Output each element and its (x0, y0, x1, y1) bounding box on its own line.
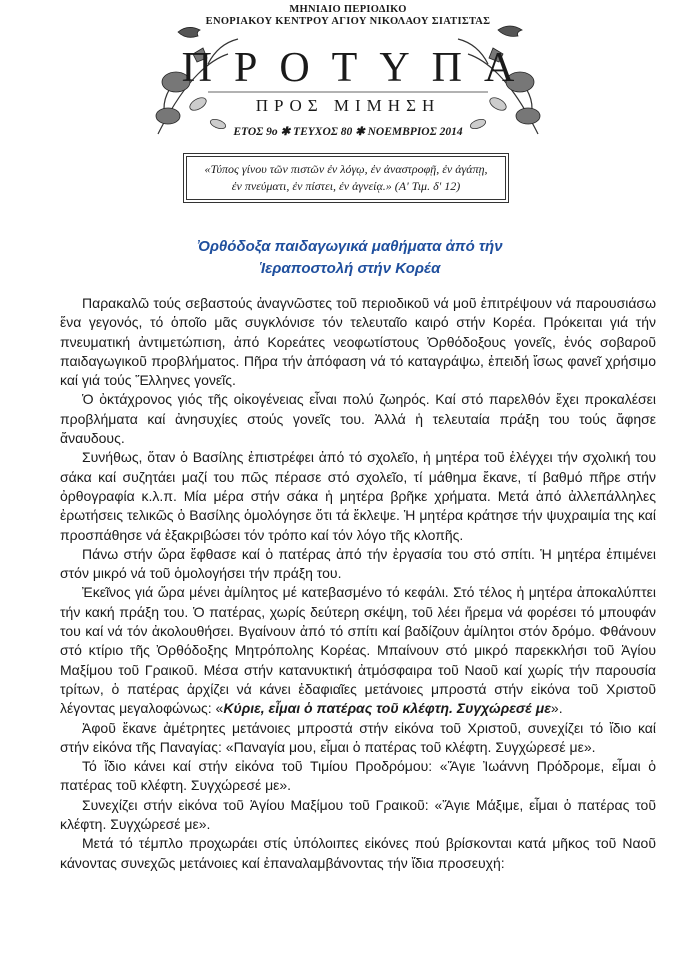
masthead (148, 0, 548, 150)
paragraph-1: Παρακαλῶ τούς σεβαστούς ἀναγνῶστες τοῦ περιοδικοῦ νά μοῦ ἐπιτρέψουν νά παρουσιάσω ἕνα γεγονός, τό ὁποῖο μᾶς συγκλόνισε τόν τελευταῖο καιρό στήν Κορέα. Πρόκειται γιά τήν πνευματική ἀντιμετώπιση, ἀπό Κορεάτες νεοφωτίστους Ὀρθόδοξους γονεῖς, ἑνός σοβαροῦ παιδαγωγικοῦ προβλήματος. Πῆρα τήν ἀπόφαση νά τό καταγράψω, ἐπειδή ἴσως φανεῖ χρήσιμο καί γιά τούς Ἕλληνες γονεῖς. (60, 295, 656, 389)
paragraph-5-end: ». (550, 700, 563, 717)
paragraph-7: Τό ἴδιο κάνει καί στήν εἰκόνα τοῦ Τιμίου Προδρόμου: «Ἅγιε Ἰωάννη Πρόδρομε, εἶμαι ὁ πατέρας τοῦ κλέφτη. Συγχώρεσέ με». (60, 758, 656, 794)
paragraph-9: Μετά τό τέμπλο προχωράει στίς ὑπόλοιπες εἰκόνες πού βρίσκονται κατά μῆκος τοῦ Ναοῦ κάνοντας συνεχῶς μετάνοιες καί ἐπαναλαμβάνοντας τήν ἴδια προσευχή: (60, 835, 656, 871)
epigraph-box (183, 153, 509, 203)
paragraph-5 (60, 583, 656, 718)
issue-info: ΕΤΟΣ 9ο ✱ ΤΕΥΧΟΣ 80 ✱ ΝΟΕΜΒΡΙΟΣ 2014 (233, 126, 463, 138)
article-title-line-1: Ὀρθόδοξα παιδαγωγικά μαθήματα ἀπό τήν (197, 238, 503, 255)
masthead-title: ΠΡΟΤΥΠΑ (181, 45, 537, 91)
paragraph-6: Ἀφοῦ ἔκανε ἀμέτρητες μετάνοιες μπροστά στήν εἰκόνα τοῦ Χριστοῦ, συνεχίζει τό ἴδιο καί στήν εἰκόνα τῆς Παναγίας: «Παναγία μου, εἶμαι ὁ πατέρας τοῦ κλέφτη. Συγχώρεσέ με». (60, 719, 656, 755)
paragraph-3: Συνήθως, ὅταν ὁ Βασίλης ἐπιστρέφει ἀπό τό σχολεῖο, ἡ μητέρα τοῦ ἐλέγχει τήν σχολική του σάκα καί συζητάει μαζί του πῶς πέρασε στό σχολεῖο, τί μάθημα ἔκανε, τί βαθμό πῆρε στήν ὀρθογραφία κ.λ.π. Μία μέρα στήν σάκα ἡ μητέρα βρῆκε χρήματα. Μετά ἀπό ἀλλεπάλληλες ἐρωτήσεις τελικῶς ὁ Βασίλης ὁμολόγησε ὅτι τά ἔκλεψε. Ἡ μητέρα κράτησε τήν ψυχραιμία της καί προσπάθησε νά ἐξακριβώσει τόν τρόπο καί τόν λόγο τῆς κλοπῆς. (60, 449, 656, 543)
epigraph-line-2: ἐν πνεύματι, ἐν πίστει, ἐν ἁγνείᾳ.» (Α' Τιμ. δ' 12) (231, 179, 461, 193)
paragraph-4: Πάνω στήν ὥρα ἔφθασε καί ὁ πατέρας ἀπό τήν ἐργασία του στό σπίτι. Ἡ μητέρα ἐπιμένει στόν μικρό νά τοῦ ὁμολογήσει τήν πράξη του. (60, 545, 656, 582)
article-body (60, 294, 656, 873)
article-title-line-2: Ἱεραποστολή στήν Κορέα (259, 260, 441, 277)
paragraph-2: Ὁ ὀκτάχρονος γιός τῆς οἰκογένειας εἶναι πολύ ζωηρός. Καί στό παρελθόν ἔχει προκαλέσει προβλήματα καί ἀνησυχίες στούς γονεῖς του. Ἀλλά ἡ τελευταία πράξη του τούς ἄφησε ἄναυδους. (60, 391, 656, 447)
paragraph-8: Συνεχίζει στήν εἰκόνα τοῦ Ἁγίου Μαξίμου τοῦ Γραικοῦ: «Ἅγιε Μάξιμε, εἶμαι ὁ πατέρας τοῦ κλέφτη. Συγχώρεσέ με». (60, 796, 656, 833)
masthead-publisher-label: ΕΝΟΡΙΑΚΟΥ ΚΕΝΤΡΟΥ ΑΓΙΟΥ ΝΙΚΟΛΑΟΥ ΣΙΑΤΙΣΤΑΣ (205, 16, 491, 27)
masthead-subtitle: ΠΡΟΣ ΜΙΜΗΣΗ (255, 96, 441, 115)
article-title (0, 236, 700, 280)
paragraph-5-text: Ἐκεῖνος γιά ὥρα μένει ἀμίλητος μέ κατεβασμένο τό κεφάλι. Στό τέλος ἡ μητέρα ἀποκαλύπτει τήν κακή πράξη του. Ὁ πατέρας, χωρίς δεύτερη σκέψη, τοῦ λέει ἤρεμα νά φορέσει τό μπουφάν του καί νά τόν ἀκολουθήσει. Βγαίνουν ἀπό τό σπίτι καί βαδίζουν ἀμίλητοι στόν δρόμο. Φθάνουν στό κτίριο τῆς Ὀρθόδοξης Μητρόπολης Κορέας. Μπαίνουν στό μικρό παρεκκλήσι τοῦ Ἁγίου Μαξίμου τοῦ Γραικοῦ. Μέσα στήν κατανυκτική ἀτμόσφαιρα τοῦ Ναοῦ καί χωρίς τήν παρουσία τρίτων, ὁ πατέρας ἀρχίζει νά κάνει ἐδαφιαῖες μετάνοιες μπροστά στήν εἰκόνα τοῦ Χριστοῦ λέγοντας μεγαλοφώνως: « (60, 584, 656, 717)
paragraph-5-emphasis: Κύριε, εἶμαι ὁ πατέρας τοῦ κλέφτη. Συγχώρεσέ με (223, 700, 551, 717)
masthead-periodical-label: ΜΗΝΙΑΙΟ ΠΕΡΙΟΔΙΚΟ (289, 4, 407, 15)
epigraph-line-1: «Τύπος γίνου τῶν πιστῶν ἐν λόγῳ, ἐν ἀναστροφῇ, ἐν ἀγάπῃ, (204, 162, 488, 176)
epigraph-text (186, 156, 506, 200)
